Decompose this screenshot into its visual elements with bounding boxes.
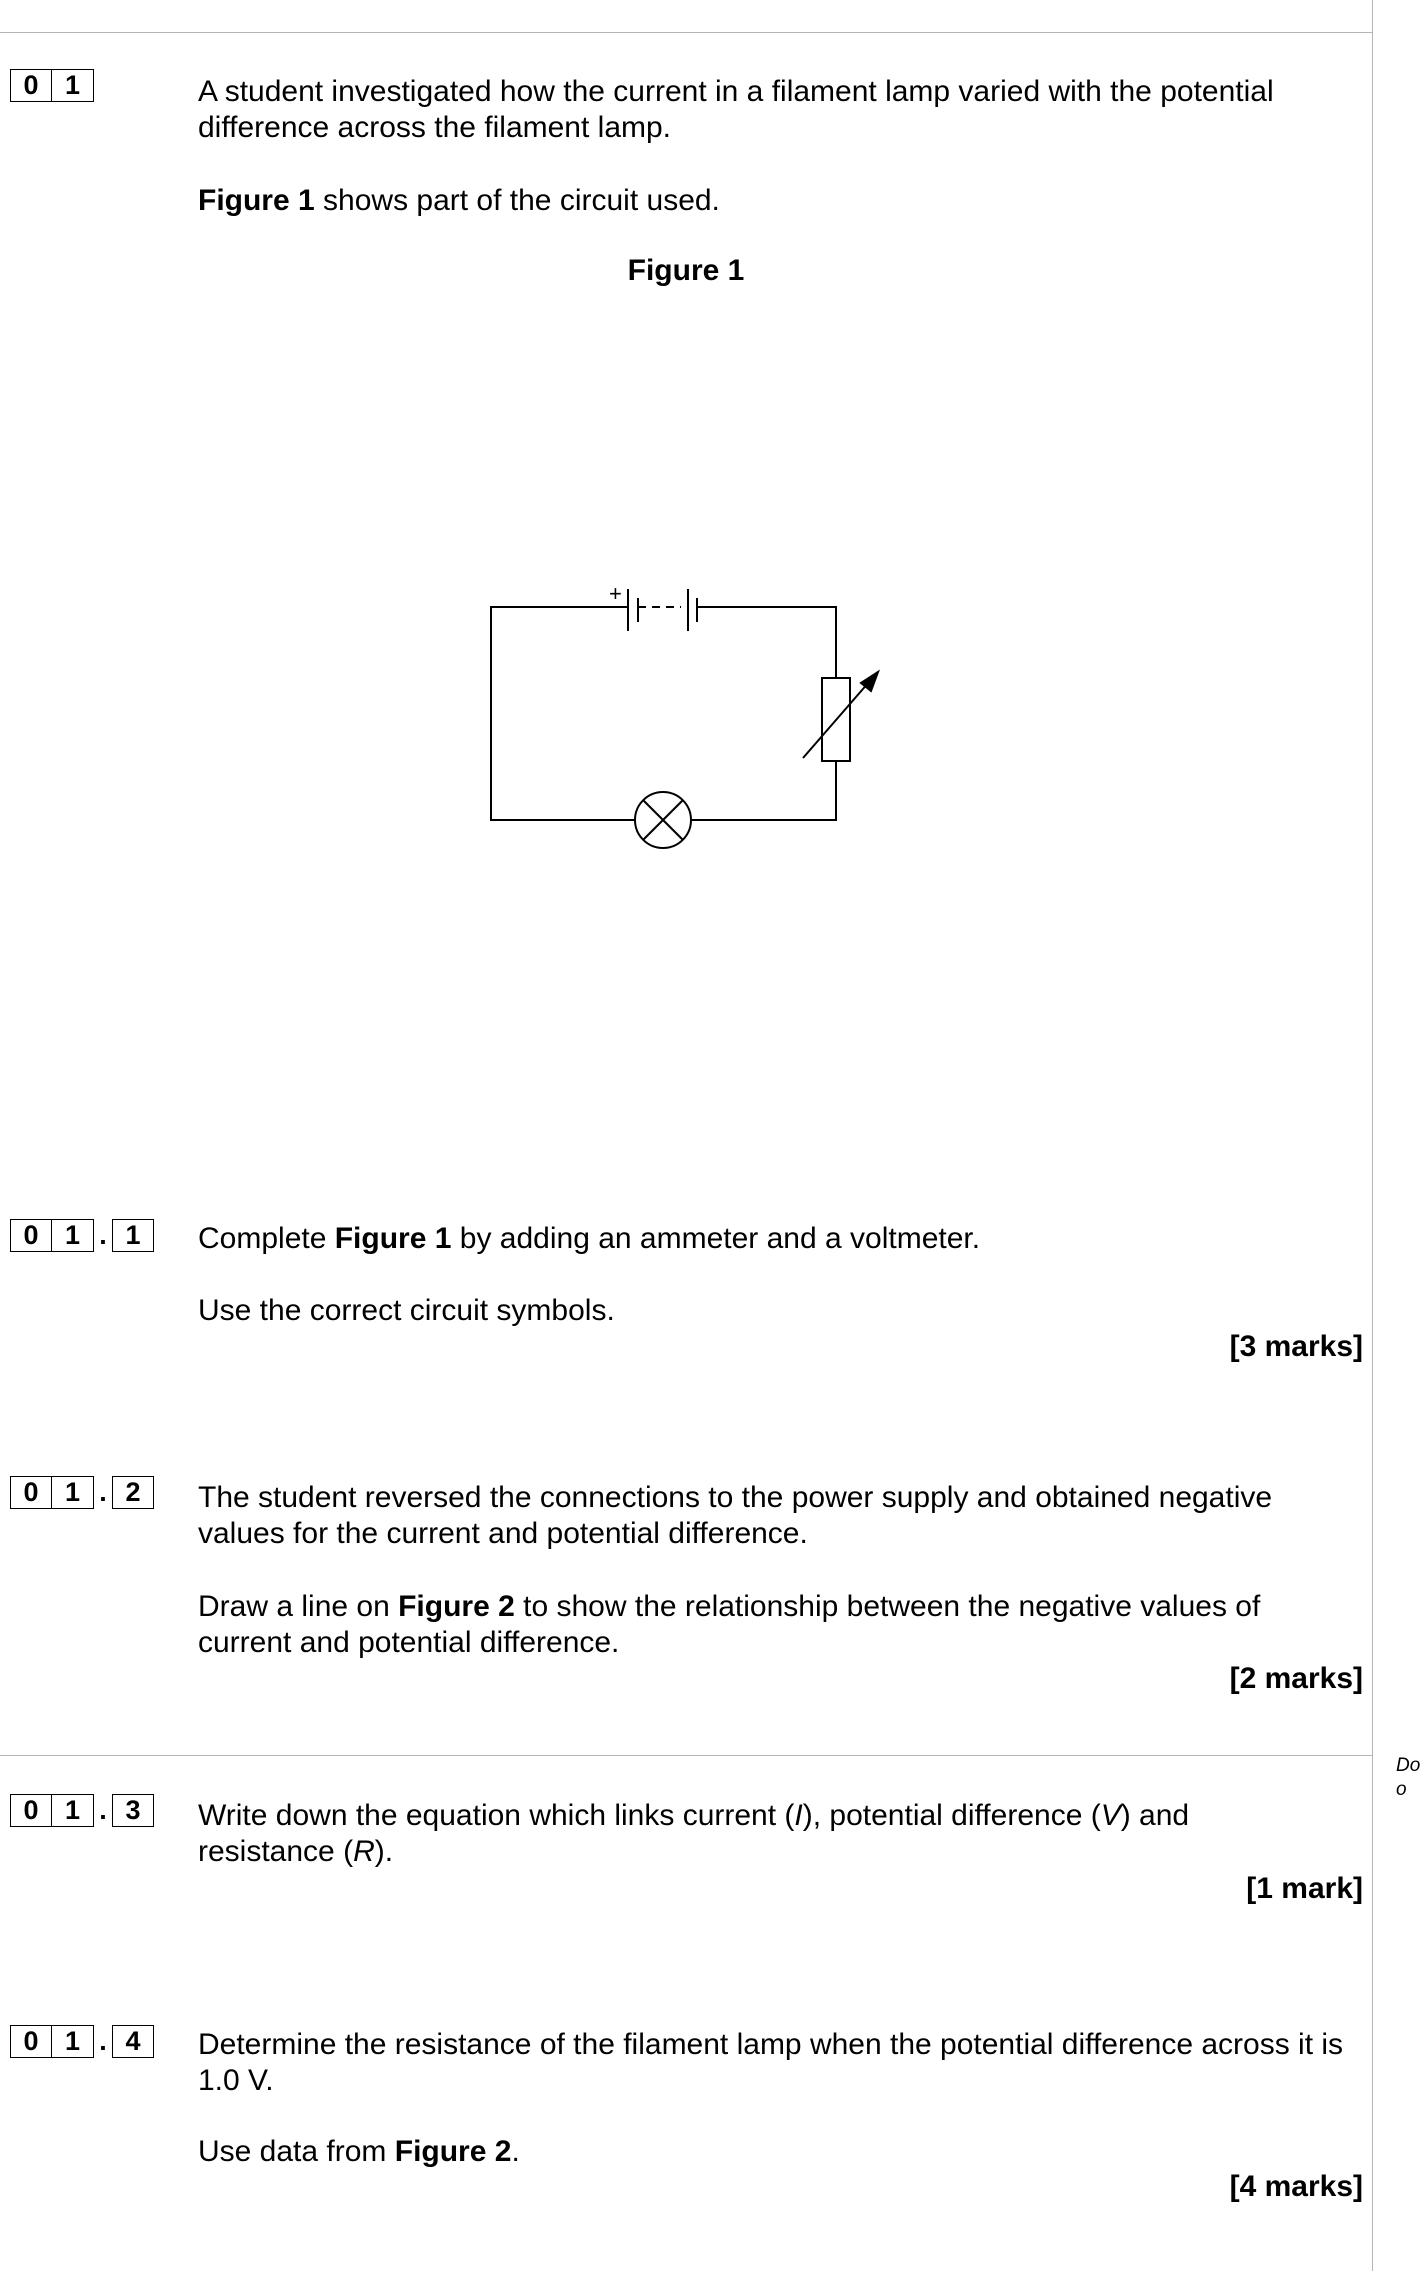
qnum-box: 1: [52, 2025, 94, 2058]
qnum-box: 1: [52, 69, 94, 102]
top-rule: [0, 32, 1372, 33]
margin-note: Do o: [1396, 1755, 1420, 1800]
battery-icon: [628, 589, 697, 631]
qnum-box: 0: [10, 1476, 52, 1509]
question-number-01-1: [10, 1219, 154, 1252]
qnum-box: 3: [112, 1794, 154, 1827]
question-text: Determine the resistance of the filament lamp when the potential difference across it is 1.0 V.: [198, 2028, 1344, 2097]
qnum-box: 1: [112, 1219, 154, 1252]
question-number-01-3: [10, 1794, 154, 1827]
qnum-box: 0: [10, 1794, 52, 1827]
question-instruction: Use the correct circuit symbols.: [198, 1294, 615, 1327]
question-text: The student reversed the connections to the power supply and obtained negative values for the current and potential difference.: [198, 1481, 1273, 1550]
wire-top-left: [491, 607, 635, 820]
filament-lamp-icon: [635, 792, 691, 848]
question-intro: A student investigated how the current in a filament lamp varied with the potential difference across the filament lamp.: [198, 75, 1274, 144]
qnum-dot: .: [99, 2026, 107, 2056]
marks-label: [2 marks]: [1229, 1662, 1363, 1695]
qnum-box: 0: [10, 69, 52, 102]
qnum-dot: .: [99, 1795, 107, 1825]
wire-top-right: [697, 607, 836, 678]
qnum-box: 1: [52, 1794, 94, 1827]
marks-label: [3 marks]: [1229, 1330, 1363, 1363]
qnum-box: 0: [10, 1219, 52, 1252]
question-instruction: Use data from Figure 2.: [198, 2135, 520, 2168]
qnum-box: 1: [52, 1476, 94, 1509]
marks-label: [1 mark]: [1246, 1872, 1363, 1905]
question-number-01-4: [10, 2025, 154, 2058]
variable-resistor-icon: [803, 672, 878, 761]
qnum-dot: .: [99, 1220, 107, 1250]
qnum-box: 2: [112, 1476, 154, 1509]
qnum-box: 1: [52, 1219, 94, 1252]
section-divider: [0, 1755, 1372, 1756]
figure-reference: Figure 1 shows part of the circuit used.: [198, 184, 720, 217]
question-text: Write down the equation which links current (I), potential difference (V) and resistance (R).: [198, 1799, 1190, 1868]
qnum-box: 0: [10, 2025, 52, 2058]
marks-label: [4 marks]: [1229, 2170, 1363, 2203]
question-number-01: [10, 69, 94, 102]
wire-right-lower: [691, 761, 836, 820]
figure-1-title: Figure 1: [627, 254, 745, 287]
question-text: Complete Figure 1 by adding an ammeter and a voltmeter.: [198, 1222, 981, 1255]
qnum-box: 4: [112, 2025, 154, 2058]
question-number-01-2: [10, 1476, 154, 1509]
qnum-dot: .: [99, 1477, 107, 1507]
right-margin-rule: [1372, 0, 1373, 2271]
battery-positive-sign: +: [609, 581, 622, 606]
question-instruction: Draw a line on Figure 2 to show the relationship between the negative values of current and potential difference.: [198, 1590, 1261, 1659]
